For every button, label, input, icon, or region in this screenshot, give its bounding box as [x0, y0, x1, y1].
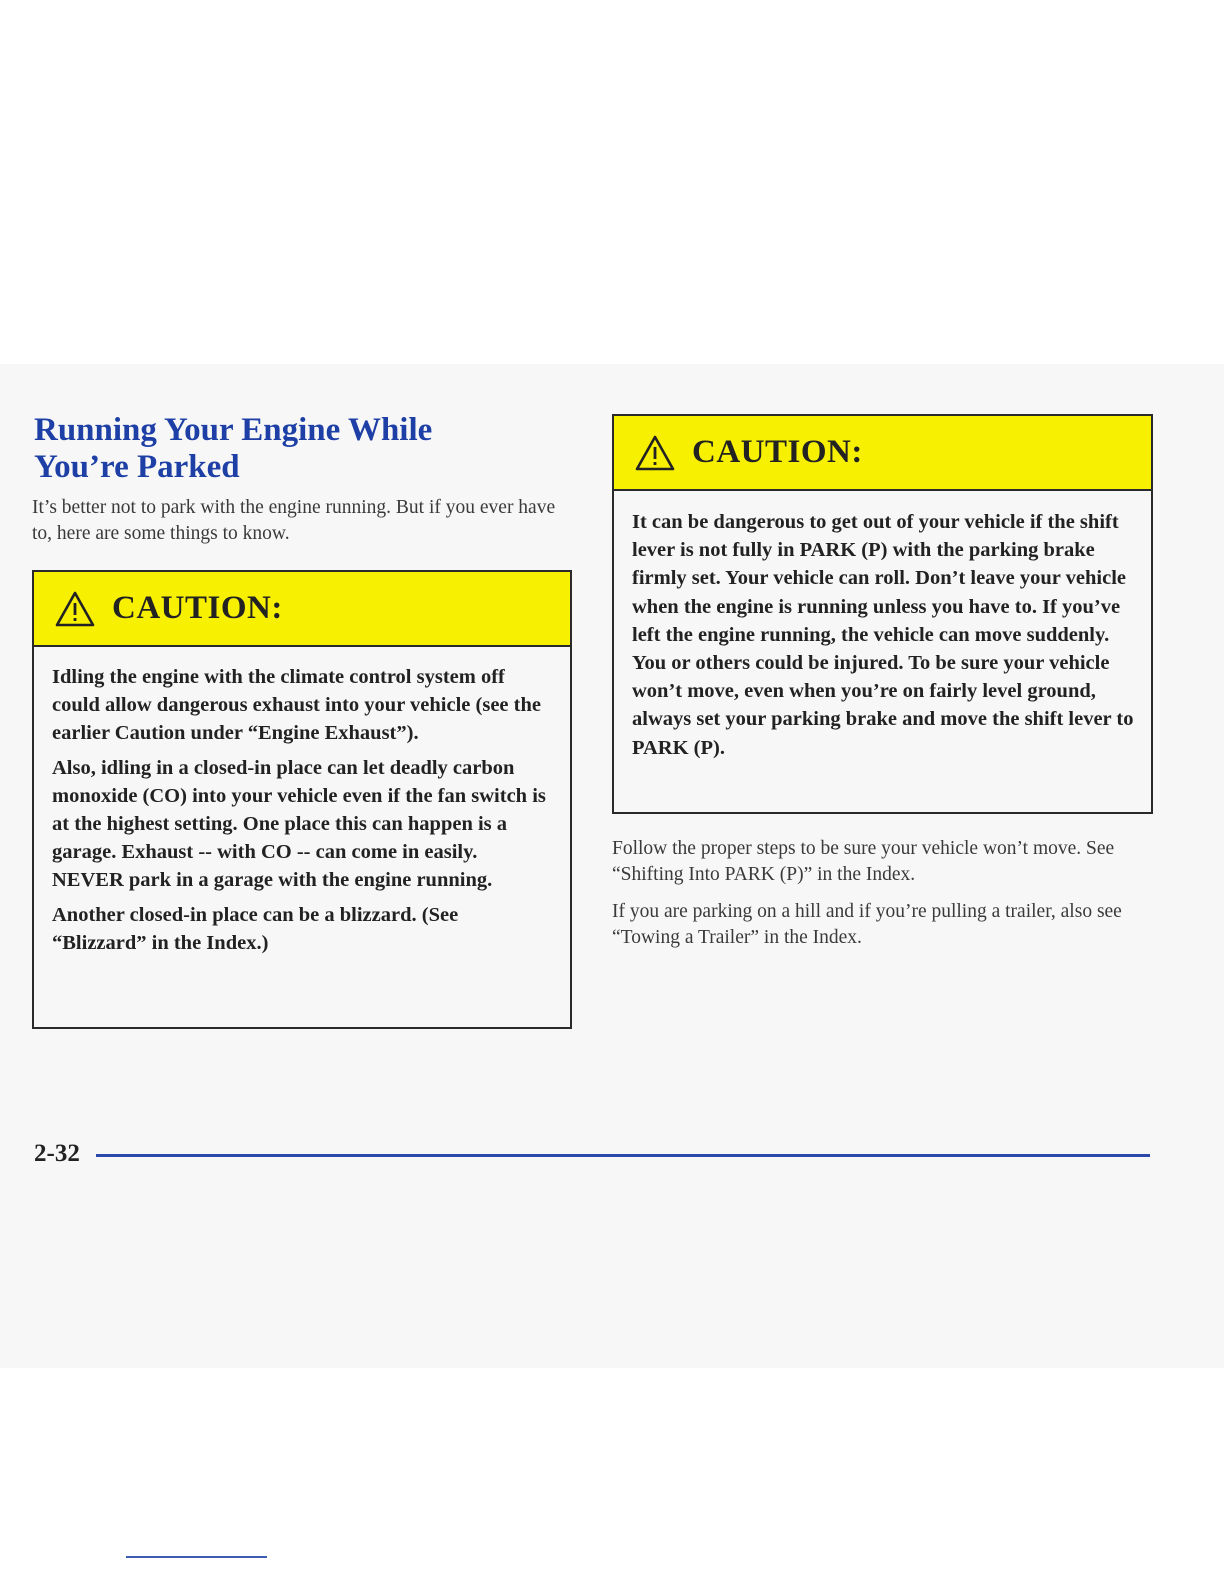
caution-label: CAUTION: [112, 590, 283, 626]
body-paragraph: If you are parking on a hill and if you’re pulling a trailer, also see “Towing a Trailer” in the Index. [612, 901, 1122, 948]
caution-paragraph: It can be dangerous to get out of your vehicle if the shift lever is not fully in PARK (P) with the parking brake firmly set. Your vehicle can roll. Don’t leave your vehicle when the engine is running unless you have to. If you’ve left the engine running, the vehicle can move suddenly. You or others could be injured. To be sure your vehicle won’t move, even when you’re on fairly level ground, always set your parking brake and move the shift lever to PARK (P). [632, 511, 1134, 759]
caution-box-right [612, 414, 1153, 814]
caution-paragraph: Idling the engine with the climate control system off could allow dangerous exhaust into your vehicle (see the earlier Caution under “Engine Exhaust”). [52, 666, 541, 745]
section-title [34, 412, 574, 486]
caution-body [614, 491, 1151, 762]
caution-label: CAUTION: [692, 434, 863, 470]
caution-paragraph: Also, idling in a closed-in place can let deadly carbon monoxide (CO) into your vehicle even if the fan switch is at the highest setting. One place this can happen is a garage. Exhaust -- with CO -- can come in easily. NEVER park in a garage with the engine running. [52, 756, 546, 892]
body-paragraph: Follow the proper steps to be sure your vehicle won’t move. See “Shifting Into PARK (P)” in the Index. [612, 838, 1115, 885]
caution-body [34, 647, 570, 957]
warning-triangle-icon [54, 590, 96, 628]
caution-header [614, 416, 1151, 491]
bottom-divider [126, 1556, 267, 1558]
warning-triangle-icon [634, 434, 676, 472]
caution-box-left [32, 570, 572, 1029]
section-title-line-2: You’re Parked [34, 449, 240, 485]
caution-paragraph: Another closed-in place can be a blizzard. (See “Blizzard” in the Index.) [52, 903, 459, 954]
caution-header [34, 572, 570, 647]
intro-paragraph: It’s better not to park with the engine running. But if you ever have to, here are some things to know. [32, 497, 556, 544]
section-title-line-1: Running Your Engine While [34, 412, 433, 448]
right-column-text [612, 836, 1142, 962]
page-number: 2-32 [34, 1140, 80, 1167]
footer-rule [96, 1154, 1150, 1157]
